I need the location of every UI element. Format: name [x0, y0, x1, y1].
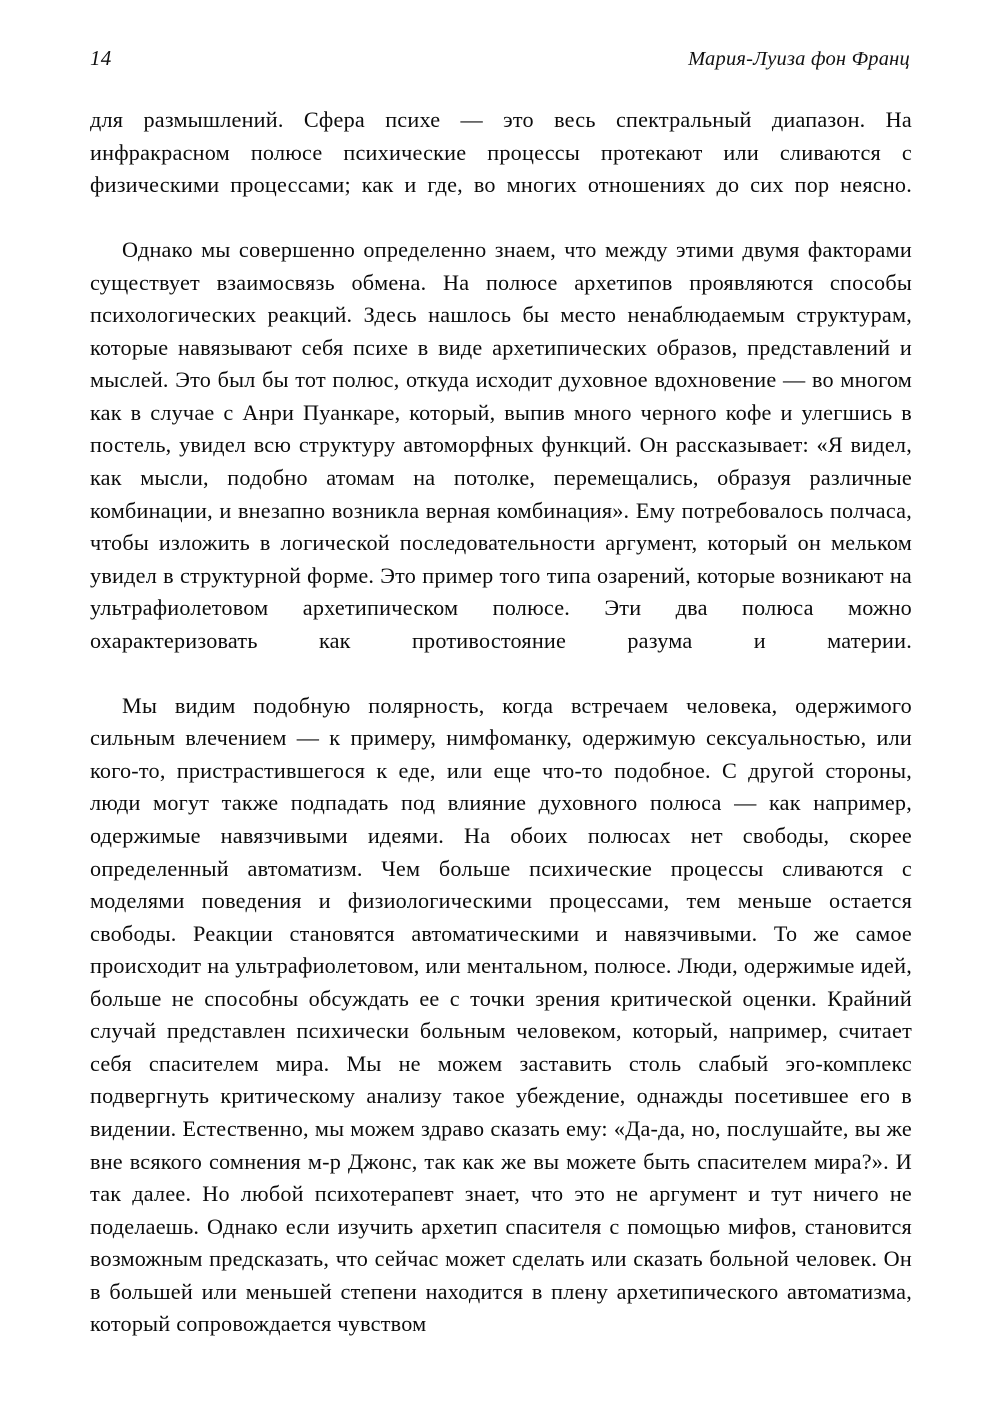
page-number: 14 — [90, 46, 112, 70]
paragraph-continued: для размышлений. Сфера психе — это весь спектральный диапазон. На инфракрасном полюсе психические процессы протекают или сливаются с физическими процессами; как и где, во многих отношениях до сих пор неясно. — [90, 107, 912, 198]
running-head-author: Мария-Луиза фон Франц — [688, 48, 910, 70]
body-text-block — [90, 104, 912, 1341]
paragraph: Мы видим подобную полярность, когда встречаем человека, одержимого сильным влечением — к примеру, нимфоманку, одержимую сексуальностью, или кого-то, пристрастившегося к еде, или еще что-то подобное. С другой стороны, люди могут также подпадать под влияние духовного полюса — как например, одержимые навязчивыми идеями. На обоих полюсах нет свободы, скорее определенный автоматизм. Чем больше психические процессы сливаются с моделями поведения и физиологическими процессами, тем меньше остается свободы. Реакции становятся автоматическими и навязчивыми. То же самое происходит на ультрафиолетовом, или ментальном, полюсе. Люди, одержимые идей, больше не способны обсуждать ее с точки зрения критической оценки. Крайний случай представлен психически больным человеком, который, например, считает себя спасителем мира. Мы не можем заставить столь слабый эго-комплекс подвергнуть критическому анализу такое убеждение, однажды посетившее его в видении. Естественно, мы можем здраво сказать ему: «Да-да, но, послушайте, вы же вне всякого сомнения м-р Джонс, так как же вы можете быть спасителем мира?». И так далее. Но любой психотерапевт знает, что это не аргумент и тут ничего не поделаешь. Однако если изучить архетип спасителя с помощью мифов, становится возможным предсказать, что сейчас может сделать или сказать больной человек. Он в большей или меньшей степени находится в плену архетипического автоматизма, который сопровождается чувством — [90, 692, 912, 1337]
paragraph: Однако мы совершенно определенно знаем, что между этими двумя факторами существует взаимосвязь обмена. На полюсе архетипов проявляются способы психологических реакций. Здесь нашлось бы место ненаблюдаемым структурам, которые навязывают себя психе в виде архетипических образов, представлений и мыслей. Это был бы тот полюс, откуда исходит духовное вдохновение — во многом как в случае с Анри Пуанкаре, который, выпив много черного кофе и улегшись в постель, увидел всю структуру автоморфных функций. Он рассказывает: «Я видел, как мысли, подобно атомам на потолке, перемещались, образуя различные комбинации, и внезапно возникла верная комбинация». Ему потребовалось полчаса, чтобы изложить в логической последовательности аргумент, который он мельком увидел в структурной форме. Это пример того типа озарений, которые возникают на ультрафиолетовом архетипическом полюсе. Эти два полюса можно охарактеризовать как противостояние разума и материи. — [90, 237, 912, 653]
running-head — [90, 46, 910, 76]
